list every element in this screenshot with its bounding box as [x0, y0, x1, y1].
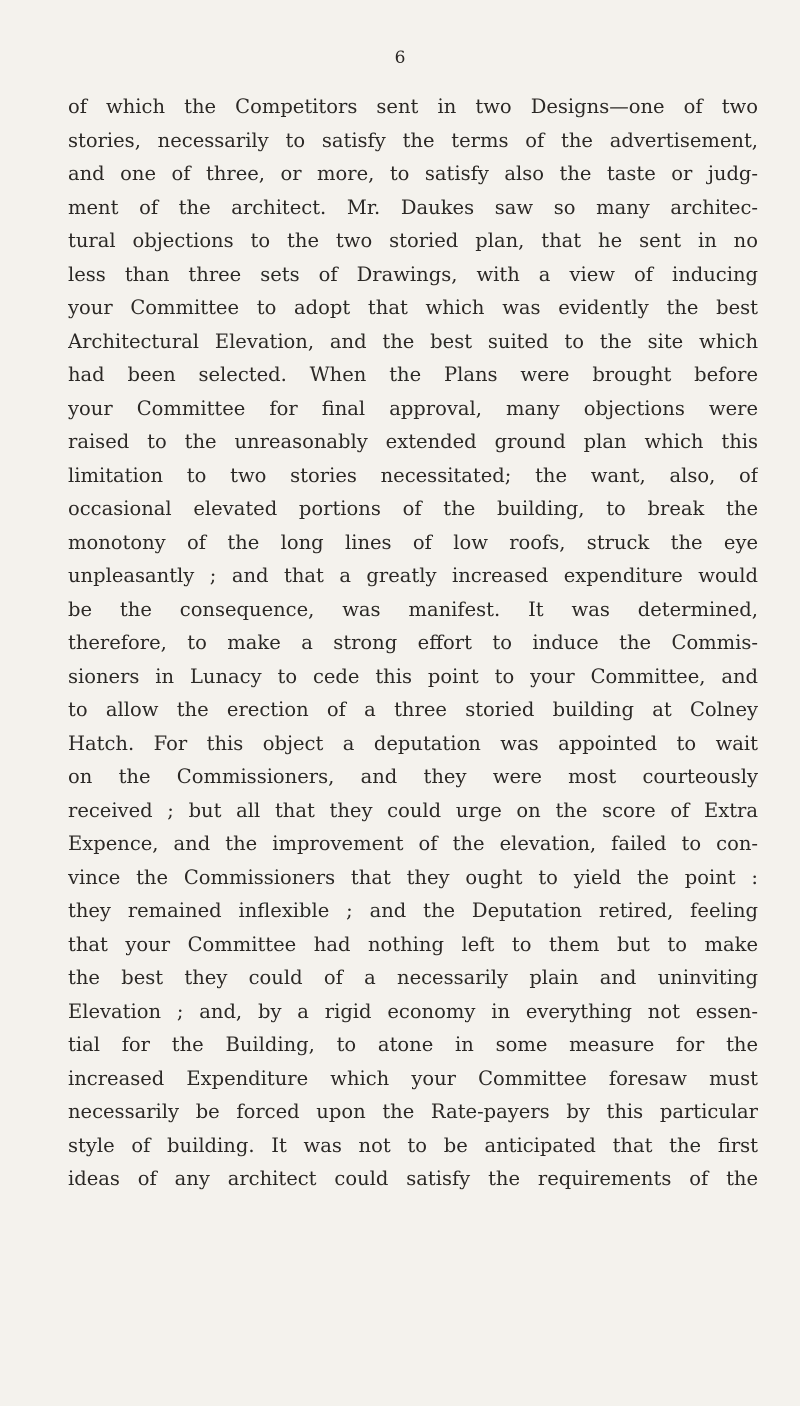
text-line: of which the Competitors sent in two Designs—one of two [68, 95, 758, 118]
text-line: Elevation ; and, by a rigid economy in everything not essen- [68, 999, 758, 1023]
text-line: tial for the Building, to atone in some measure for the [68, 1033, 758, 1056]
text-line: received ; but all that they could urge on the score of Extra [68, 798, 758, 822]
text-line: Architectural Elevation, and the best suited to the site which [68, 329, 758, 353]
text-line: Expence, and the improvement of the elevation, failed to con- [68, 832, 758, 855]
text-line: less than three sets of Drawings, with a view of inducing [68, 262, 758, 286]
text-line: unpleasantly ; and that a greatly increased expenditure would [68, 564, 758, 587]
text-line: and one of three, or more, to satisfy also the taste or judg- [68, 162, 758, 185]
body-text [68, 90, 758, 1196]
text-line: stories, necessarily to satisfy the terms of the advertisement, [68, 128, 758, 152]
text-line: Hatch. For this object a deputation was appointed to wait [68, 731, 758, 755]
text-line: vince the Commissioners that they ought to yield the point : [68, 865, 758, 889]
text-line: style of building. It was not to be anticipated that the first [68, 1133, 758, 1157]
text-line: to allow the erection of a three storied building at Colney [68, 698, 758, 721]
text-line: ideas of any architect could satisfy the requirements of the [68, 1167, 758, 1190]
text-line: ment of the architect. Mr. Daukes saw so many architec- [68, 195, 758, 219]
text-line: tural objections to the two storied plan, that he sent in no [68, 229, 758, 252]
text-line: the best they could of a necessarily plain and uninviting [68, 966, 758, 989]
text-line: therefore, to make a strong effort to induce the Commis- [68, 631, 758, 654]
text-line: sioners in Lunacy to cede this point to your Committee, and [68, 664, 758, 688]
text-line: your Committee to adopt that which was evidently the best [68, 296, 758, 319]
text-line: monotony of the long lines of low roofs, struck the eye [68, 530, 758, 554]
text-line: raised to the unreasonably extended ground plan which this [68, 430, 758, 453]
text-line: on the Commissioners, and they were most courteously [68, 765, 758, 788]
text-line: increased Expenditure which your Committee foresaw must [68, 1066, 758, 1090]
text-line: occasional elevated portions of the building, to break the [68, 497, 758, 520]
text-line: your Committee for final approval, many objections were [68, 396, 758, 420]
text-line: that your Committee had nothing left to them but to make [68, 932, 758, 956]
text-line: limitation to two stories necessitated; the want, also, of [68, 463, 758, 487]
page-number: 6 [394, 48, 406, 68]
text-line: they remained inflexible ; and the Deputation retired, feeling [68, 899, 758, 922]
text-line: had been selected. When the Plans were brought before [68, 363, 758, 386]
text-line: necessarily be forced upon the Rate-payers by this particular [68, 1100, 758, 1123]
text-line: be the consequence, was manifest. It was determined, [68, 597, 758, 621]
